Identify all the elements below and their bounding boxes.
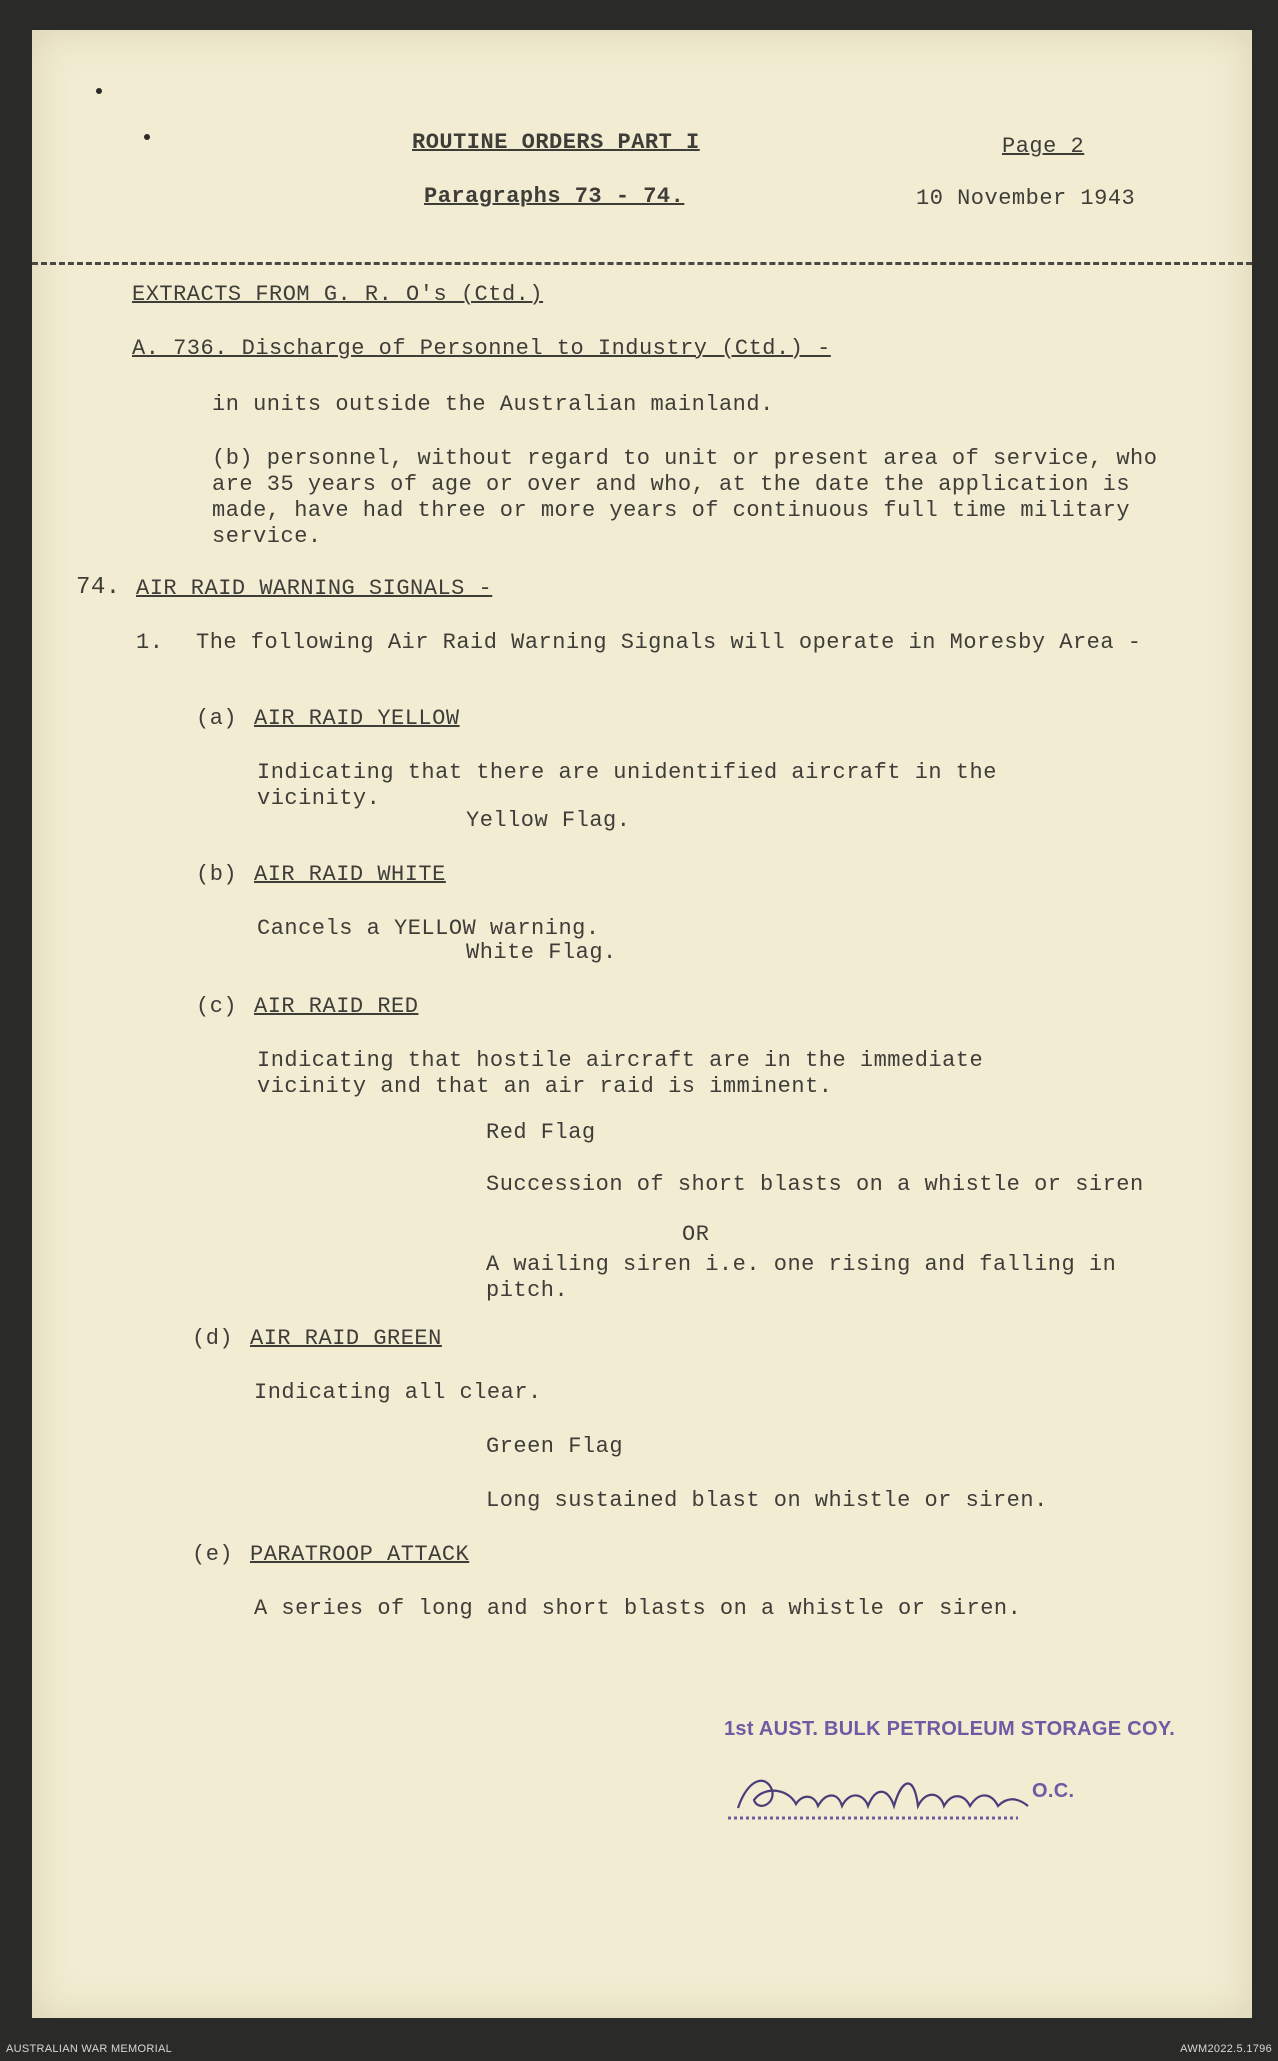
unit-stamp: 1st AUST. BULK PETROLEUM STORAGE COY. bbox=[724, 1718, 1176, 1740]
header-divider bbox=[32, 262, 1252, 265]
document-title: ROUTINE ORDERS PART I bbox=[412, 130, 700, 155]
section-heading: AIR RAID WARNING SIGNALS - bbox=[136, 576, 493, 601]
item-c-or: OR bbox=[682, 1222, 710, 1247]
section-number: 74. bbox=[76, 574, 121, 601]
item-c-desc: Indicating that hostile aircraft are in the immediate vicinity and that an air raid is imminent. bbox=[257, 1048, 984, 1099]
item-b-desc: Cancels a YELLOW warning. bbox=[257, 916, 600, 941]
extracts-heading: EXTRACTS FROM G. R. O's (Ctd.) bbox=[132, 282, 544, 307]
item-c-signal-2: Succession of short blasts on a whistle or siren bbox=[486, 1172, 1144, 1197]
item-a-desc: Indicating that there are unidentified aircraft in the vicinity. bbox=[257, 760, 997, 811]
item-b-label: (b) bbox=[196, 862, 238, 887]
item-e-label: (e) bbox=[192, 1542, 234, 1567]
item-b-signal: White Flag. bbox=[466, 940, 617, 965]
item-d-label: (d) bbox=[192, 1326, 234, 1351]
item-c-label: (c) bbox=[196, 994, 238, 1019]
item-d-title: AIR RAID GREEN bbox=[250, 1326, 442, 1351]
item-a-title: AIR RAID YELLOW bbox=[254, 706, 460, 731]
item-e-desc: A series of long and short blasts on a whistle or siren. bbox=[254, 1596, 1022, 1621]
subheading-text: A. 736. Discharge of Personnel to Industry (Ctd.) - bbox=[132, 336, 831, 361]
extracts-para-b: (b) personnel, without regard to unit or present area of service, who are 35 years of age or over and who, at the date the application is made, have had three or more years of continuous full time military service. bbox=[212, 446, 1158, 549]
officer-commanding-label: O.C. bbox=[1032, 1780, 1075, 1802]
item-e-title: PARATROOP ATTACK bbox=[250, 1542, 470, 1567]
document-date: 10 November 1943 bbox=[916, 186, 1136, 211]
extracts-line: in units outside the Australian mainland. bbox=[212, 392, 774, 417]
paragraph-range: Paragraphs 73 - 74. bbox=[424, 184, 685, 209]
item-d-signal-2: Long sustained blast on whistle or siren. bbox=[486, 1488, 1048, 1513]
footer-source: AUSTRALIAN WAR MEMORIAL bbox=[6, 2043, 173, 2055]
punch-hole bbox=[96, 88, 102, 94]
extracts-subheading bbox=[132, 336, 831, 361]
item-c-title: AIR RAID RED bbox=[254, 994, 419, 1019]
item-a-signal: Yellow Flag. bbox=[466, 808, 631, 833]
item-d-signal-1: Green Flag bbox=[486, 1434, 624, 1459]
page-number: Page 2 bbox=[1002, 134, 1085, 159]
item-c-signal-1: Red Flag bbox=[486, 1120, 596, 1145]
item-a-label: (a) bbox=[196, 706, 238, 731]
item-c-signal-3: A wailing siren i.e. one rising and falling in pitch. bbox=[486, 1252, 1117, 1303]
document-sheet bbox=[32, 30, 1252, 2018]
footer-reference: AWM2022.5.1796 bbox=[1180, 2043, 1272, 2055]
signals-intro: The following Air Raid Warning Signals will operate in Moresby Area - bbox=[196, 630, 1142, 655]
item-b-title: AIR RAID WHITE bbox=[254, 862, 446, 887]
punch-hole bbox=[144, 134, 150, 140]
item-d-desc: Indicating all clear. bbox=[254, 1380, 542, 1405]
item-number: 1. bbox=[136, 630, 164, 655]
